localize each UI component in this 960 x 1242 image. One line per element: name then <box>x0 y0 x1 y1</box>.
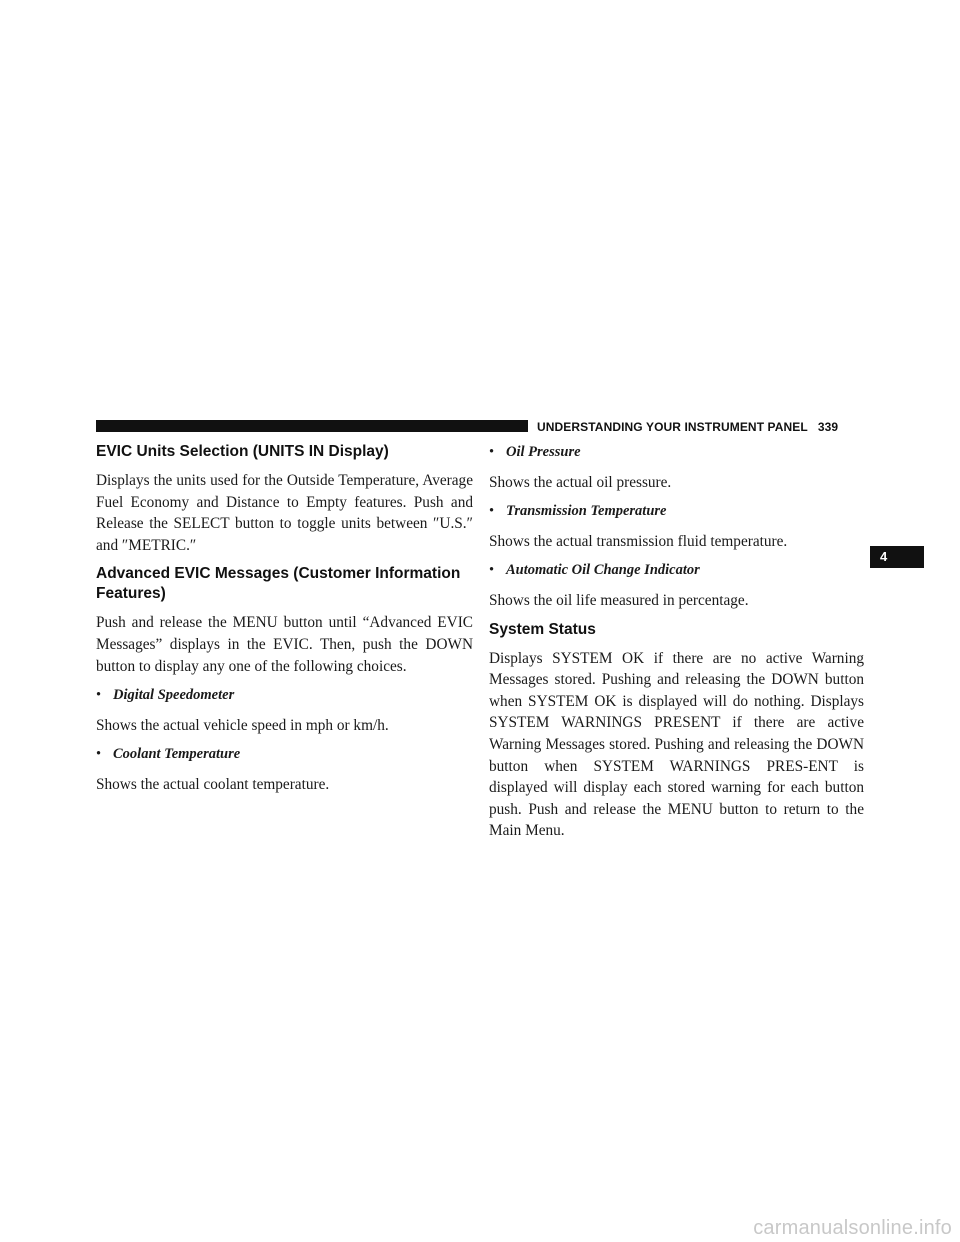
bullet-transmission-temperature <box>489 501 864 523</box>
advanced-paragraph: Push and release the MENU button until “Advanced EVIC Messages” displays in the EVIC. Then, push the DOWN button to display any one of the following choices. <box>96 614 473 675</box>
header-title: UNDERSTANDING YOUR INSTRUMENT PANEL <box>537 420 808 434</box>
running-header <box>537 419 838 435</box>
digital-speedometer-paragraph: Shows the actual vehicle speed in mph or km/h. <box>96 716 389 734</box>
watermark: carmanualsonline.info <box>753 1217 952 1239</box>
bullet-digital-speedometer <box>96 685 473 707</box>
oil-change-paragraph: Shows the oil life measured in percentage. <box>489 591 749 609</box>
bullet-label: Coolant Temperature <box>113 746 241 763</box>
bullet-dot: • <box>489 444 495 460</box>
bullet-label: Automatic Oil Change Indicator <box>506 562 700 579</box>
bullet-label: Oil Pressure <box>506 444 581 460</box>
units-paragraph: Displays the units used for the Outside Temperature, Average Fuel Economy and Distance to Empty features. Push and Release the SELECT button to toggle units between ″U.S.″ and ″METRIC.″ <box>96 472 473 554</box>
bullet-coolant-temperature <box>96 744 473 766</box>
header-rule <box>96 420 528 432</box>
oil-pressure-paragraph: Shows the actual oil pressure. <box>489 473 672 491</box>
bullet-dot: • <box>489 503 495 520</box>
chapter-tab: 4 <box>870 546 924 568</box>
system-status-paragraph: Displays SYSTEM OK if there are no active Warning Messages stored. Pushing and releasing the DOWN button when SYSTEM OK is displayed will do nothing. Displays SYSTEM WARNINGS PRESENT if there are active Warning Messages stored. Pushing and releasing the DOWN button when SYSTEM WARNINGS PRES-ENT is displayed will display each stored warning for each button push. Push and release the MENU button to return to the Main Menu. <box>489 649 864 840</box>
page-number: 339 <box>817 420 839 434</box>
left-column <box>96 442 473 804</box>
bullet-dot: • <box>96 746 102 763</box>
units-heading: EVIC Units Selection (UNITS IN Display) <box>96 443 389 460</box>
advanced-heading: Advanced EVIC Messages (Customer Information Features) <box>96 565 461 603</box>
bullet-oil-pressure <box>489 442 864 464</box>
bullet-dot: • <box>96 687 102 704</box>
bullet-oil-change-indicator <box>489 560 864 582</box>
bullet-dot: • <box>489 562 495 579</box>
coolant-paragraph: Shows the actual coolant temperature. <box>96 775 330 793</box>
bullet-label: Transmission Temperature <box>506 503 667 520</box>
right-column <box>489 442 864 850</box>
system-status-heading: System Status <box>489 620 596 638</box>
transmission-paragraph: Shows the actual transmission fluid temperature. <box>489 532 788 550</box>
bullet-label: Digital Speedometer <box>113 687 235 704</box>
